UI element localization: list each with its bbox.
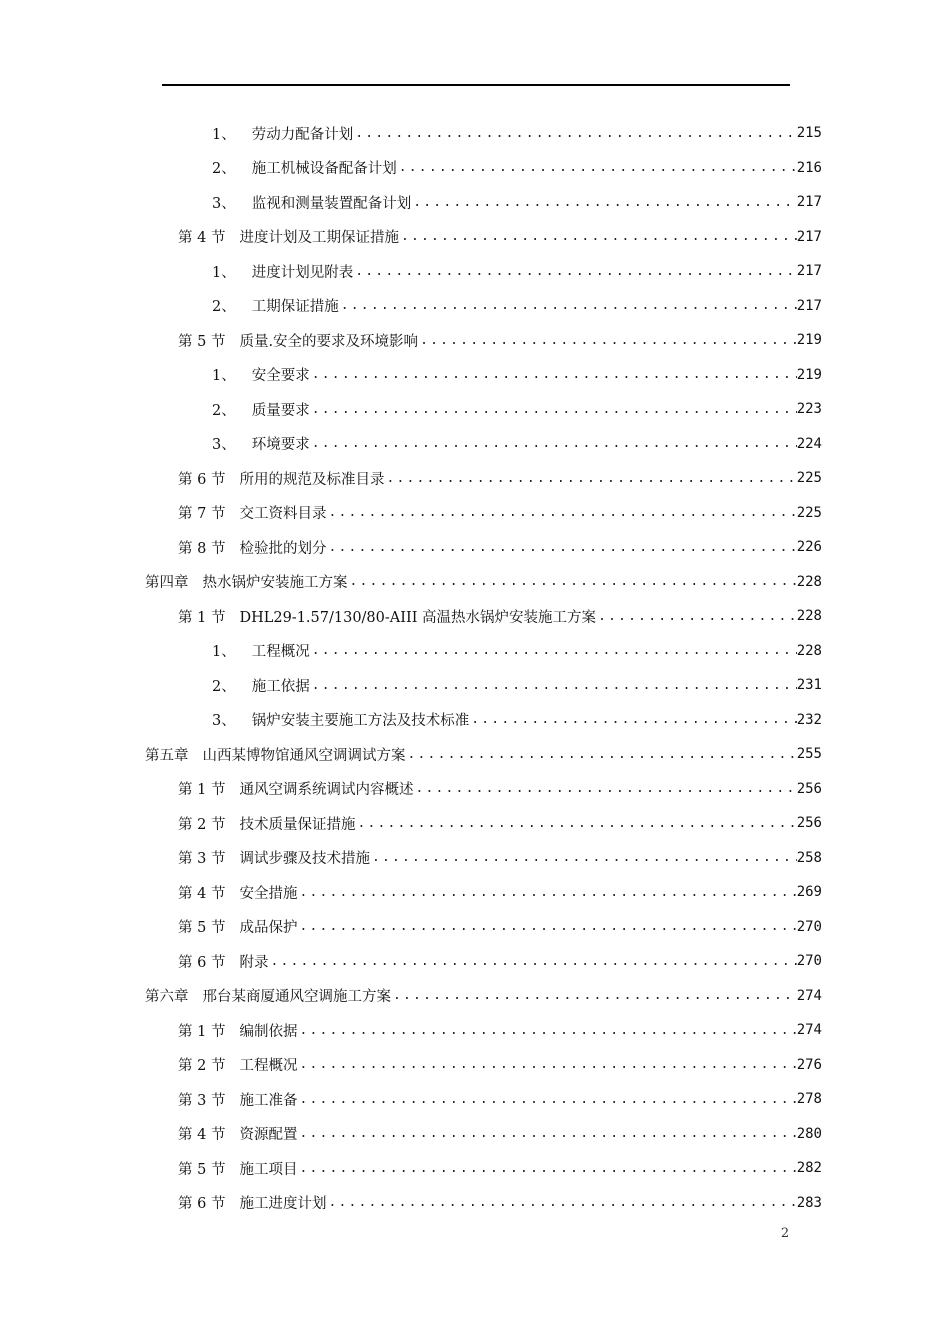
toc-entry-number: 第五章 [145,747,189,764]
toc-entry-title: 质量.安全的要求及环境影响 [239,333,419,350]
toc-dot-leader [411,195,796,210]
toc-entry[interactable] [178,1082,822,1117]
toc-entry-title: 交工资料目录 [239,506,327,523]
toc-entry-number: 2、 [212,678,236,695]
toc-entry-page: 256 [796,815,822,832]
toc-entry-number: 第 5 节 [178,333,226,350]
toc-entry-page: 282 [796,1160,822,1177]
toc-entry-title: 安全措施 [239,885,298,902]
toc-entry-label [178,537,326,558]
toc-entry-label [212,709,469,730]
toc-entry[interactable] [145,979,822,1014]
toc-entry[interactable] [178,772,822,807]
toc-entry-number: 第 2 节 [178,816,226,833]
toc-dot-leader [297,1126,796,1141]
toc-entry-title: 技术质量保证措施 [239,816,356,833]
toc-entry-number: 3、 [212,195,236,212]
toc-entry-page: 224 [796,435,822,452]
toc-entry-title: 工期保证措施 [251,299,339,316]
toc-entry-label [212,123,353,144]
toc-dot-leader [355,816,796,831]
toc-entry-title: DHL29-1.57/130/80-AIII 高温热水锅炉安装施工方案 [239,609,597,626]
toc-entry-number: 2、 [212,299,236,316]
toc-dot-leader [384,471,796,486]
toc-entry-title: 施工进度计划 [239,1196,327,1213]
toc-entry-label [212,640,310,661]
toc-entry[interactable] [212,668,822,703]
toc-entry-page: 217 [796,194,822,211]
toc-entry-title: 施工依据 [251,678,310,695]
toc-entry[interactable] [178,323,822,358]
toc-entry-label [178,1123,297,1144]
toc-entry-title: 邢台某商厦通风空调施工方案 [202,989,391,1006]
toc-entry[interactable] [178,806,822,841]
toc-entry[interactable] [212,254,822,289]
header-rule [162,84,790,86]
toc-dot-leader [596,609,797,624]
toc-dot-leader [310,643,797,658]
toc-entry-title: 编制依据 [239,1023,298,1040]
toc-entry-page: 270 [796,918,822,935]
toc-entry-label [178,502,326,523]
toc-dot-leader [310,436,797,451]
toc-entry-label [178,1089,297,1110]
toc-entry-title: 环境要求 [251,437,310,454]
toc-entry-label [212,433,310,454]
toc-entry-label [178,1192,326,1213]
toc-entry-number: 第六章 [145,989,189,1006]
toc-entry-page: 217 [796,228,822,245]
toc-dot-leader [297,1092,796,1107]
toc-dot-leader [297,919,796,934]
toc-entry[interactable] [212,392,822,427]
toc-dot-leader [310,678,797,693]
toc-entry-title: 进度计划见附表 [251,264,354,281]
toc-entry[interactable] [178,530,822,565]
toc-entry-title: 热水锅炉安装施工方案 [202,575,348,592]
toc-dot-leader [348,574,797,589]
toc-entry-number: 第 7 节 [178,506,226,523]
toc-entry-label [178,606,596,627]
toc-entry-page: 223 [796,401,822,418]
toc-entry-title: 质量要求 [251,402,310,419]
toc-entry-page: 219 [796,332,822,349]
toc-entry-number: 第 6 节 [178,471,226,488]
toc-entry-number: 第 5 节 [178,920,226,937]
toc-dot-leader [399,229,797,244]
toc-entry[interactable] [178,461,822,496]
toc-dot-leader [339,298,797,313]
toc-entry[interactable] [178,1151,822,1186]
toc-entry-title: 山西某博物馆通风空调调试方案 [202,747,406,764]
toc-entry-page: 225 [796,470,822,487]
toc-entry-page: 225 [796,504,822,521]
toc-entry-number: 1、 [212,126,236,143]
toc-dot-leader [297,1161,796,1176]
toc-entry-label [212,192,411,213]
toc-entry[interactable] [212,358,822,393]
toc-dot-leader [469,712,796,727]
toc-entry-title: 工程概况 [251,644,310,661]
toc-entry-label [178,778,413,799]
toc-dot-leader [370,850,797,865]
toc-entry-title: 锅炉安装主要施工方法及技术标准 [251,713,470,730]
toc-entry-title: 资源配置 [239,1127,298,1144]
toc-entry-number: 第 1 节 [178,782,226,799]
toc-entry[interactable] [212,703,822,738]
toc-entry-title: 调试步骤及技术措施 [239,851,370,868]
toc-entry-number: 第 1 节 [178,1023,226,1040]
toc-entry-page: 255 [796,746,822,763]
toc-entry-title: 施工项目 [239,1161,298,1178]
toc-entry-page: 283 [796,1194,822,1211]
toc-entry-label [212,157,397,178]
toc-entry-label [212,261,353,282]
toc-entry-label [145,744,406,765]
toc-entry[interactable] [212,185,822,220]
toc-entry-label [145,571,348,592]
toc-entry-label [178,882,297,903]
toc-dot-leader [268,954,796,969]
toc-entry-number: 第 5 节 [178,1161,226,1178]
toc-dot-leader [297,885,796,900]
toc-entry-page: 217 [796,297,822,314]
toc-entry[interactable] [178,220,822,255]
toc-dot-leader [353,126,796,141]
toc-entry-title: 安全要求 [251,368,310,385]
toc-entry-page: 216 [796,159,822,176]
toc-entry-title: 监视和测量装置配备计划 [251,195,412,212]
toc-entry-page: 270 [796,953,822,970]
toc-entry-title: 工程概况 [239,1058,298,1075]
toc-entry-number: 2、 [212,161,236,178]
toc-dot-leader [326,1195,796,1210]
toc-entry[interactable] [145,565,822,600]
toc-entry[interactable] [212,634,822,669]
toc-entry[interactable] [178,875,822,910]
toc-entry-page: 256 [796,780,822,797]
toc-entry-number: 1、 [212,644,236,661]
toc-dot-leader [397,160,797,175]
toc-entry[interactable] [178,1186,822,1221]
toc-entry-page: 274 [796,987,822,1004]
toc-entry-title: 进度计划及工期保证措施 [239,230,399,247]
toc-entry[interactable] [212,151,822,186]
toc-entry[interactable] [178,910,822,945]
toc-entry-title: 所用的规范及标准目录 [239,471,385,488]
toc-entry-title: 附录 [239,954,269,971]
toc-entry-number: 第 4 节 [178,230,226,247]
toc-entry-label [212,675,310,696]
toc-entry-label [178,813,355,834]
toc-entry-page: 278 [796,1091,822,1108]
toc-entry[interactable] [178,496,822,531]
toc-entry-page: 274 [796,1022,822,1039]
toc-entry-number: 第 3 节 [178,1092,226,1109]
toc-entry-number: 第 4 节 [178,1127,226,1144]
page-number: 2 [780,1226,790,1241]
toc-entry-number: 3、 [212,437,236,454]
toc-entry-number: 3、 [212,713,236,730]
toc-dot-leader [406,747,797,762]
toc-entry-number: 2、 [212,402,236,419]
toc-entry[interactable] [178,1117,822,1152]
toc-entry-page: 269 [796,884,822,901]
toc-entry-page: 226 [796,539,822,556]
toc-entry-title: 成品保护 [239,920,298,937]
toc-entry[interactable] [178,1013,822,1048]
toc-entry[interactable] [178,944,822,979]
toc-dot-leader [310,402,797,417]
toc-entry-page: 217 [796,263,822,280]
toc-entry[interactable] [145,737,822,772]
toc-entry-title: 施工准备 [239,1092,298,1109]
toc-entry-number: 第 3 节 [178,851,226,868]
toc-dot-leader [297,1057,796,1072]
toc-entry-number: 第四章 [145,575,189,592]
toc-entry-label [178,226,399,247]
toc-entry-label [145,985,391,1006]
toc-entry-label [212,295,339,316]
toc-entry-number: 1、 [212,264,236,281]
toc-dot-leader [326,505,796,520]
toc-entry-title: 劳动力配备计划 [251,126,354,143]
toc-entry[interactable] [212,289,822,324]
toc-entry-page: 219 [796,366,822,383]
toc-entry-label [178,1020,297,1041]
toc-dot-leader [310,367,797,382]
toc-dot-leader [418,333,797,348]
toc-entry-title: 通风空调系统调试内容概述 [239,782,414,799]
toc-entry-number: 第 6 节 [178,954,226,971]
toc-entry[interactable] [178,841,822,876]
toc-entry-label [178,468,384,489]
toc-entry-label [212,364,310,385]
toc-entry[interactable] [178,1048,822,1083]
toc-entry-label [178,951,268,972]
toc-entry-number: 第 4 节 [178,885,226,902]
toc-entry-number: 第 6 节 [178,1196,226,1213]
toc-entry-title: 施工机械设备配备计划 [251,161,397,178]
toc-entry-page: 258 [796,849,822,866]
toc-entry-page: 276 [796,1056,822,1073]
toc-entry-label [212,399,310,420]
toc-entry-label [178,1158,297,1179]
toc-dot-leader [391,988,797,1003]
toc-entry-label [178,330,418,351]
toc-entry-number: 第 1 节 [178,609,226,626]
toc-entry-page: 280 [796,1125,822,1142]
toc-entry-page: 232 [796,711,822,728]
toc-entry-title: 检验批的划分 [239,540,327,557]
toc-entry-number: 第 8 节 [178,540,226,557]
toc-entry-page: 231 [796,677,822,694]
toc-dot-leader [413,781,796,796]
toc-entry-label [178,916,297,937]
toc-entry-page: 228 [796,608,822,625]
toc-entry-page: 228 [796,642,822,659]
toc-entry[interactable] [212,116,822,151]
toc-entry-page: 228 [796,573,822,590]
toc-entry-number: 第 2 节 [178,1058,226,1075]
toc-entry-label [178,847,370,868]
toc-entry-page: 215 [796,125,822,142]
toc-entry[interactable] [178,599,822,634]
toc-dot-leader [326,540,796,555]
toc-entry-label [178,1054,297,1075]
toc-entry-number: 1、 [212,368,236,385]
toc-entry[interactable] [212,427,822,462]
toc-dot-leader [353,264,796,279]
toc-dot-leader [297,1023,796,1038]
